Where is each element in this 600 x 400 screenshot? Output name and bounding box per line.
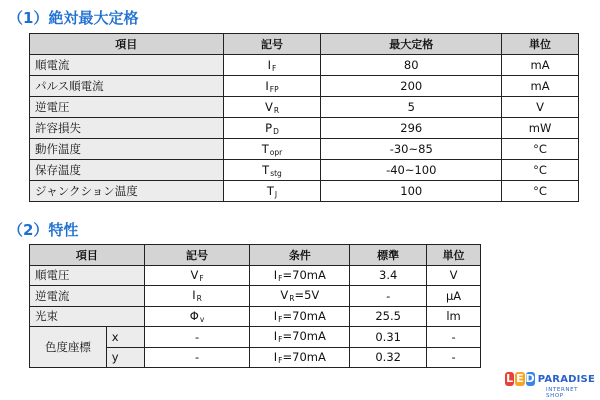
table-row	[30, 306, 481, 327]
row-symbol: $V_R$	[223, 97, 321, 118]
header-symbol: 記号	[223, 34, 321, 55]
row-condition: $I_F=70mA$	[250, 327, 350, 348]
led-paradise-logo	[505, 372, 595, 399]
row-axis: x	[106, 327, 144, 348]
row-symbol: $P_D$	[223, 118, 321, 139]
logo-letter-e: E	[516, 372, 524, 385]
row-item: パルス順電流	[30, 76, 224, 97]
characteristics-table	[29, 244, 481, 368]
row-item: 順電圧	[30, 265, 145, 286]
row-item: 逆電流	[30, 286, 145, 307]
row-axis: y	[106, 347, 144, 368]
row-item: 保存温度	[30, 160, 224, 181]
row-value: 5	[321, 97, 502, 118]
row-symbol: $I_F$	[223, 55, 321, 76]
row-item: 許容損失	[30, 118, 224, 139]
table-row	[30, 55, 579, 76]
row-unit: V	[427, 265, 481, 286]
header-symbol: 記号	[144, 245, 250, 266]
row-unit: mA	[502, 55, 579, 76]
table-header-row	[30, 34, 579, 55]
row-item: 逆電圧	[30, 97, 224, 118]
table-row	[30, 76, 579, 97]
header-item: 項目	[30, 34, 224, 55]
row-value: 100	[321, 181, 502, 202]
row-symbol: $V_F$	[144, 265, 250, 286]
row-unit: -	[427, 347, 481, 368]
row-value: -40~100	[321, 160, 502, 181]
row-unit: V	[502, 97, 579, 118]
row-item-chromaticity: 色度座標	[30, 327, 107, 368]
absolute-max-ratings-table	[29, 33, 579, 202]
row-unit: -	[427, 327, 481, 348]
header-standard: 標準	[350, 245, 427, 266]
table-row	[30, 160, 579, 181]
row-condition: $I_F=70mA$	[250, 265, 350, 286]
row-symbol: -	[144, 347, 250, 368]
header-item: 項目	[30, 245, 145, 266]
row-unit: mW	[502, 118, 579, 139]
header-unit: 単位	[502, 34, 579, 55]
header-condition: 条件	[250, 245, 350, 266]
table-row	[30, 139, 579, 160]
row-standard: 0.32	[350, 347, 427, 368]
section-title-characteristics: （2）特性	[8, 221, 79, 239]
row-symbol: $T_{stg}$	[223, 160, 321, 181]
row-symbol: $T_{opr}$	[223, 139, 321, 160]
row-symbol: $I_R$	[144, 286, 250, 307]
row-item: 光束	[30, 306, 145, 327]
table-row	[30, 118, 579, 139]
row-symbol: $I_{FP}$	[223, 76, 321, 97]
row-standard: 0.31	[350, 327, 427, 348]
logo-letter-d: D	[525, 372, 535, 385]
row-item: ジャンクション温度	[30, 181, 224, 202]
logo-tagline: INTERNET SHOP	[546, 387, 579, 399]
row-value: -30~85	[321, 139, 502, 160]
header-unit: 単位	[427, 245, 481, 266]
table-row	[30, 181, 579, 202]
row-item: 動作温度	[30, 139, 224, 160]
row-unit: °C	[502, 160, 579, 181]
row-item: 順電流	[30, 55, 224, 76]
row-condition: $I_F=70mA$	[250, 306, 350, 327]
table-row	[30, 265, 481, 286]
row-value: 296	[321, 118, 502, 139]
logo-word: PARADISE	[537, 373, 595, 385]
row-symbol: $T_J$	[223, 181, 321, 202]
row-value: 80	[321, 55, 502, 76]
section-title-absolute-max: （1）絶対最大定格	[8, 9, 139, 27]
row-symbol: -	[144, 327, 250, 348]
logo-letter-l: L	[506, 372, 514, 385]
row-standard: 25.5	[350, 306, 427, 327]
table-row	[30, 286, 481, 307]
table-row	[30, 327, 481, 348]
row-unit: μA	[427, 286, 481, 307]
row-unit: °C	[502, 139, 579, 160]
row-condition: $V_R=5V$	[250, 286, 350, 307]
row-symbol: $\Phi_v$	[144, 306, 250, 327]
header-max-rating: 最大定格	[321, 34, 502, 55]
table-header-row	[30, 245, 481, 266]
row-standard: -	[350, 286, 427, 307]
row-unit: mA	[502, 76, 579, 97]
row-unit: °C	[502, 181, 579, 202]
row-unit: lm	[427, 306, 481, 327]
row-condition: $I_F=70mA$	[250, 347, 350, 368]
row-value: 200	[321, 76, 502, 97]
table-row	[30, 97, 579, 118]
row-standard: 3.4	[350, 265, 427, 286]
